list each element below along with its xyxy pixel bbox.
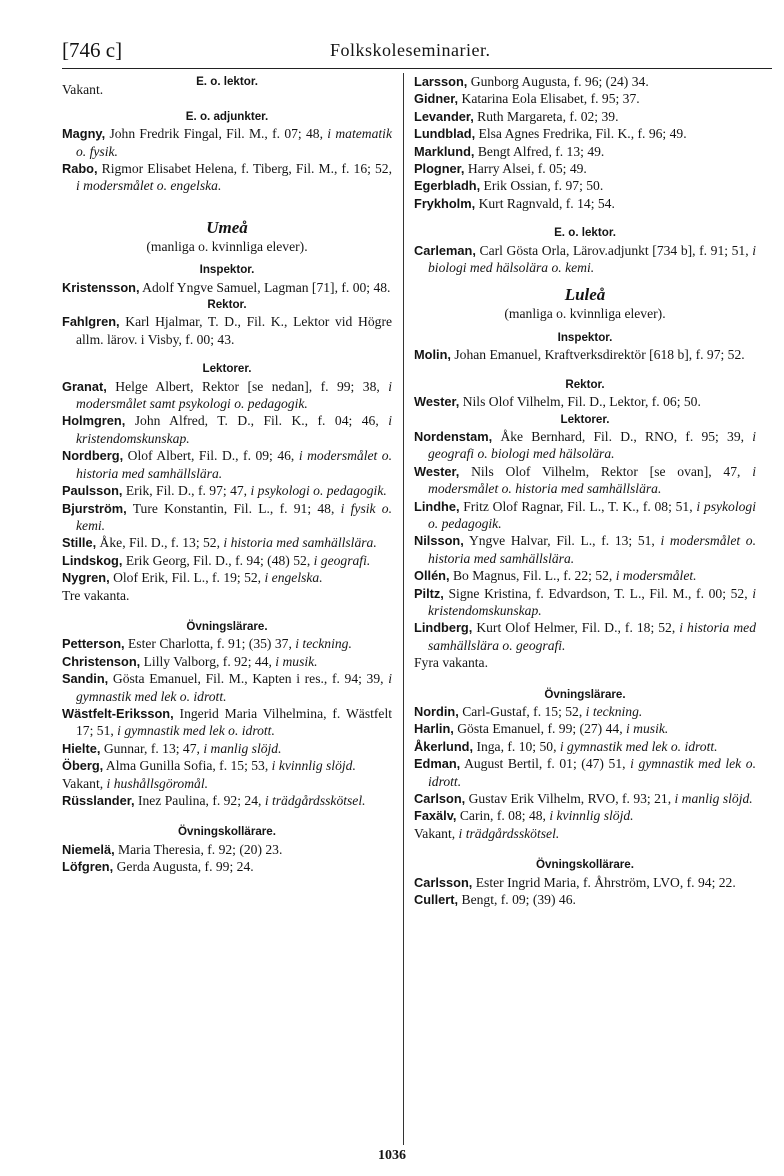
list-item: Wästfelt-Eriksson, Ingerid Maria Vilhelmina, f. Wästfelt 17; 51, i gymnastik med lek o. idrott. [62, 705, 392, 739]
list-item: Bjurström, Ture Konstantin, Fil. L., f. 91; 48, i fysik o. kemi. [62, 500, 392, 533]
list-item: Löfgren, Gerda Augusta, f. 99; 24. [62, 859, 254, 875]
list-item: Petterson, Ester Charlotta, f. 91; (35) 37, i teckning. [62, 636, 352, 652]
list-item: Ollén, Bo Magnus, Fil. L., f. 22; 52, i modersmålet. [414, 568, 697, 584]
list-item: Kristensson, Adolf Yngve Samuel, Lagman [71], f. 00; 48. [62, 279, 391, 295]
list-item: Carlson, Gustav Erik Vilhelm, RVO, f. 93; 21, i manlig slöjd. [414, 791, 753, 807]
list-item: Wester, Nils Olof Vilhelm, Rektor [se ovan], 47, i modersmålet o. historia med samhällslära. [414, 463, 756, 497]
section-heading: Lektorer. [560, 412, 610, 426]
town-heading: Luleå [564, 285, 606, 305]
page-reference: [746 c] [62, 38, 123, 62]
list-item: Paulsson, Erik, Fil. D., f. 97; 47, i psykologi o. pedagogik. [62, 483, 387, 499]
vacancy-note: Vakant, i trädgårdsskötsel. [414, 825, 560, 841]
list-item: Christenson, Lilly Valborg, f. 92; 44, i musik. [62, 653, 318, 669]
list-item: Nygren, Olof Erik, Fil. L., f. 19; 52, i engelska. [62, 570, 323, 586]
running-title: Folkskoleseminarier. [330, 40, 491, 60]
list-item: Nordin, Carl-Gustaf, f. 15; 52, i teckning. [414, 704, 643, 719]
list-item: Marklund, Bengt Alfred, f. 13; 49. [414, 143, 605, 159]
vacancy-note: Vakant, i hushållsgöromål. [62, 775, 209, 791]
list-item: Edman, August Bertil, f. 01; (47) 51, i gymnastik med lek o. idrott. [414, 756, 756, 789]
header-rule [62, 68, 772, 69]
list-item: Magny, John Fredrik Fingal, Fil. M., f. 07; 48, i matematik o. fysik. [62, 126, 392, 159]
right-column [414, 73, 756, 908]
list-item: Hielte, Gunnar, f. 13; 47, i manlig slöjd. [62, 740, 282, 756]
list-item: Åkerlund, Inga, f. 10; 50, i gymnastik med lek o. idrott. [414, 738, 718, 754]
page-header [62, 38, 772, 68]
section-heading: E. o. lektor. [196, 75, 258, 88]
left-column [62, 73, 392, 876]
section-heading: Inspektor. [557, 330, 613, 344]
section-heading: Lektorer. [202, 362, 252, 376]
list-item: Harlin, Gösta Emanuel, f. 99; (27) 44, i musik. [414, 721, 669, 737]
town-note: (manliga o. kvinnliga elever). [504, 306, 666, 322]
list-item: Levander, Ruth Margareta, f. 02; 39. [414, 108, 619, 124]
lektor-header-row [62, 73, 392, 97]
column-divider [403, 73, 404, 1145]
town-heading: Umeå [206, 217, 248, 237]
list-item: Lindberg, Kurt Olof Helmer, Fil. D., f. 18; 52, i historia med samhällslära o. geografi. [414, 620, 756, 653]
list-item: Holmgren, John Alfred, T. D., Fil. K., f. 04; 46, i kristendomskunskap. [62, 413, 392, 446]
list-item: Piltz, Signe Kristina, f. Edvardson, T. L., Fil. M., f. 00; 52, i kristendomskunskap. [414, 585, 756, 618]
town-note: (manliga o. kvinnliga elever). [146, 238, 308, 254]
vakant-text: Vakant. [62, 82, 104, 97]
list-item: Plogner, Harry Alsei, f. 05; 49. [414, 161, 587, 177]
list-item: Carlsson, Ester Ingrid Maria, f. Åhrström, LVO, f. 94; 22. [414, 874, 736, 890]
list-item: Larsson, Gunborg Augusta, f. 96; (24) 34. [414, 74, 649, 89]
list-item: Sandin, Gösta Emanuel, Fil. M., Kapten i res., f. 94; 39, i gymnastik med lek o. idrott. [62, 671, 392, 704]
section-heading: Övningslärare. [544, 687, 626, 701]
section-heading: Övningslärare. [186, 619, 268, 633]
list-item: Molin, Johan Emanuel, Kraftverksdirektör [618 b], f. 97; 52. [414, 347, 745, 363]
list-item: Carleman, Carl Gösta Orla, Lärov.adjunkt [734 b], f. 91; 51, i biologi med hälsolära o. kemi. [414, 242, 756, 276]
list-item: Faxälv, Carin, f. 08; 48, i kvinnlig slöjd. [414, 808, 634, 824]
list-item: Granat, Helge Albert, Rektor [se nedan], f. 99; 38, i modersmålet samt psykologi o. pedagogik. [62, 378, 392, 412]
page-number: 1036 [378, 1148, 406, 1163]
list-item: Stille, Åke, Fil. D., f. 13; 52, i historia med samhällslära. [62, 535, 377, 551]
section-heading: Rektor. [207, 298, 247, 312]
list-item: Lindskog, Erik Georg, Fil. D., f. 94; (48) 52, i geografi. [62, 552, 371, 568]
list-item: Frykholm, Kurt Ragnvald, f. 14; 54. [414, 195, 615, 211]
vacancy-note: Tre vakanta. [62, 587, 130, 603]
list-item: Egerbladh, Erik Ossian, f. 97; 50. [414, 178, 604, 194]
list-item: Nordberg, Olof Albert, Fil. D., f. 09; 46, i modersmålet o. historia med samhällslära. [62, 448, 392, 481]
list-item: Cullert, Bengt, f. 09; (39) 46. [414, 892, 576, 908]
list-item: Öberg, Alma Gunilla Sofia, f. 15; 53, i kvinnlig slöjd. [62, 758, 356, 774]
list-item: Nordenstam, Åke Bernhard, Fil. D., RNO, f. 95; 39, i geografi o. biologi med hälsolära. [414, 428, 757, 462]
list-item: Rüsslander, Inez Paulina, f. 92; 24, i trädgårdsskötsel. [62, 793, 366, 808]
list-item: Lundblad, Elsa Agnes Fredrika, Fil. K., f. 96; 49. [414, 126, 687, 142]
vacancy-note: Fyra vakanta. [414, 655, 488, 671]
list-item: Gidner, Katarina Eola Elisabet, f. 95; 37. [414, 91, 640, 107]
list-item: Wester, Nils Olof Vilhelm, Fil. D., Lektor, f. 06; 50. [414, 394, 701, 410]
list-item: Rabo, Rigmor Elisabet Helena, f. Tiberg, Fil. M., f. 16; 52, i modersmålet o. engelska. [62, 161, 392, 194]
section-heading: Inspektor. [199, 263, 255, 277]
section-heading: Rektor. [565, 377, 605, 391]
list-item: Fahlgren, Karl Hjalmar, T. D., Fil. K., Lektor vid Högre allm. lärov. i Visby, f. 00; 43. [62, 314, 393, 347]
section-heading: Övningskollärare. [178, 825, 276, 839]
section-heading: E. o. adjunkter. [185, 109, 269, 123]
section-heading: E. o. lektor. [554, 226, 616, 240]
list-item: Lindhe, Fritz Olof Ragnar, Fil. L., T. K., f. 08; 51, i psykologi o. pedagogik. [414, 498, 756, 531]
list-item: Niemelä, Maria Theresia, f. 92; (20) 23. [62, 841, 283, 857]
section-heading: Övningskollärare. [536, 858, 634, 872]
list-item: Nilsson, Yngve Halvar, Fil. L., f. 13; 51, i modersmålet o. historia med samhällslära. [414, 533, 756, 566]
